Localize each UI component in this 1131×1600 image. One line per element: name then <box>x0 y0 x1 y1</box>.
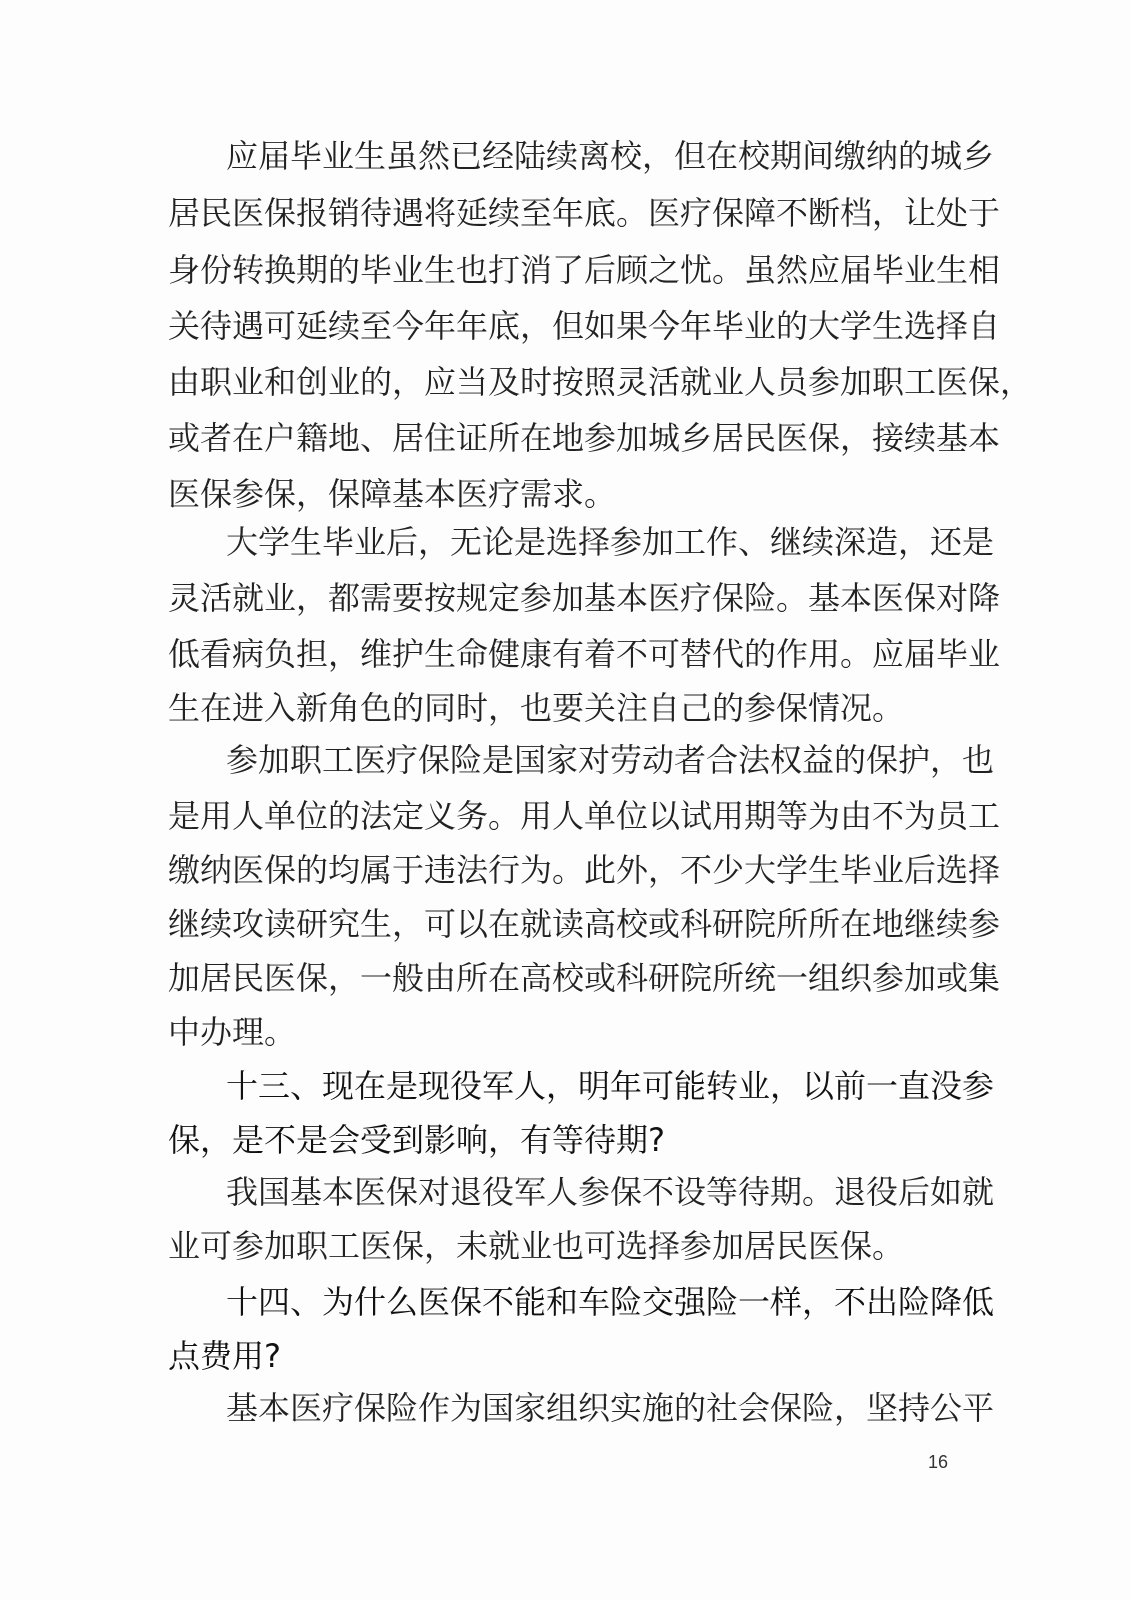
paragraph-1-line-6: 或者在户籍地、居住证所在地参加城乡居民医保，接续基本 <box>168 419 1001 457</box>
section-13-heading-line-2: 保，是不是会受到影响，有等待期? <box>168 1121 665 1159</box>
paragraph-3-line-5: 加居民医保，一般由所在高校或科研院所统一组织参加或集 <box>168 959 1001 997</box>
paragraph-2-line-3: 低看病负担，维护生命健康有着不可替代的作用。应届毕业 <box>168 635 1001 673</box>
paragraph-3-line-6: 中办理。 <box>168 1013 297 1051</box>
paragraph-2-line-2: 灵活就业，都需要按规定参加基本医疗保险。基本医保对降 <box>168 579 1001 617</box>
paragraph-1-line-1: 应届毕业生虽然已经陆续离校，但在校期间缴纳的城乡 <box>226 137 995 175</box>
page-number: 16 <box>928 1452 949 1472</box>
paragraph-2-line-4: 生在进入新角色的同时，也要关注自己的参保情况。 <box>168 689 905 727</box>
paragraph-1-line-7: 医保参保，保障基本医疗需求。 <box>168 475 617 513</box>
section-13-heading-line-1: 十三、现在是现役军人，明年可能转业，以前一直没参 <box>226 1067 995 1105</box>
paragraph-1-line-4: 关待遇可延续至今年年底，但如果今年毕业的大学生选择自 <box>168 307 1001 345</box>
paragraph-2-line-1: 大学生毕业后，无论是选择参加工作、继续深造，还是 <box>226 523 995 561</box>
section-14-body-line-1: 基本医疗保险作为国家组织实施的社会保险，坚持公平 <box>226 1389 995 1427</box>
paragraph-1-line-5: 由职业和创业的，应当及时按照灵活就业人员参加职工医保， <box>168 363 1033 401</box>
paragraph-3-line-1: 参加职工医疗保险是国家对劳动者合法权益的保护，也 <box>226 741 995 779</box>
paragraph-3-line-4: 继续攻读研究生，可以在就读高校或科研院所所在地继续参 <box>168 905 1001 943</box>
paragraph-1-line-2: 居民医保报销待遇将延续至年底。医疗保障不断档，让处于 <box>168 194 1001 232</box>
section-14-heading-line-2: 点费用? <box>168 1337 281 1375</box>
paragraph-1-line-3: 身份转换期的毕业生也打消了后顾之忧。虽然应届毕业生相 <box>168 251 1001 289</box>
section-13-body-line-2: 业可参加职工医保，未就业也可选择参加居民医保。 <box>168 1227 905 1265</box>
section-13-body-line-1: 我国基本医保对退役军人参保不设等待期。退役后如就 <box>226 1173 995 1211</box>
paragraph-3-line-3: 缴纳医保的均属于违法行为。此外，不少大学生毕业后选择 <box>168 851 1001 889</box>
paragraph-3-line-2: 是用人单位的法定义务。用人单位以试用期等为由不为员工 <box>168 797 1001 835</box>
section-14-heading-line-1: 十四、为什么医保不能和车险交强险一样，不出险降低 <box>226 1283 995 1321</box>
